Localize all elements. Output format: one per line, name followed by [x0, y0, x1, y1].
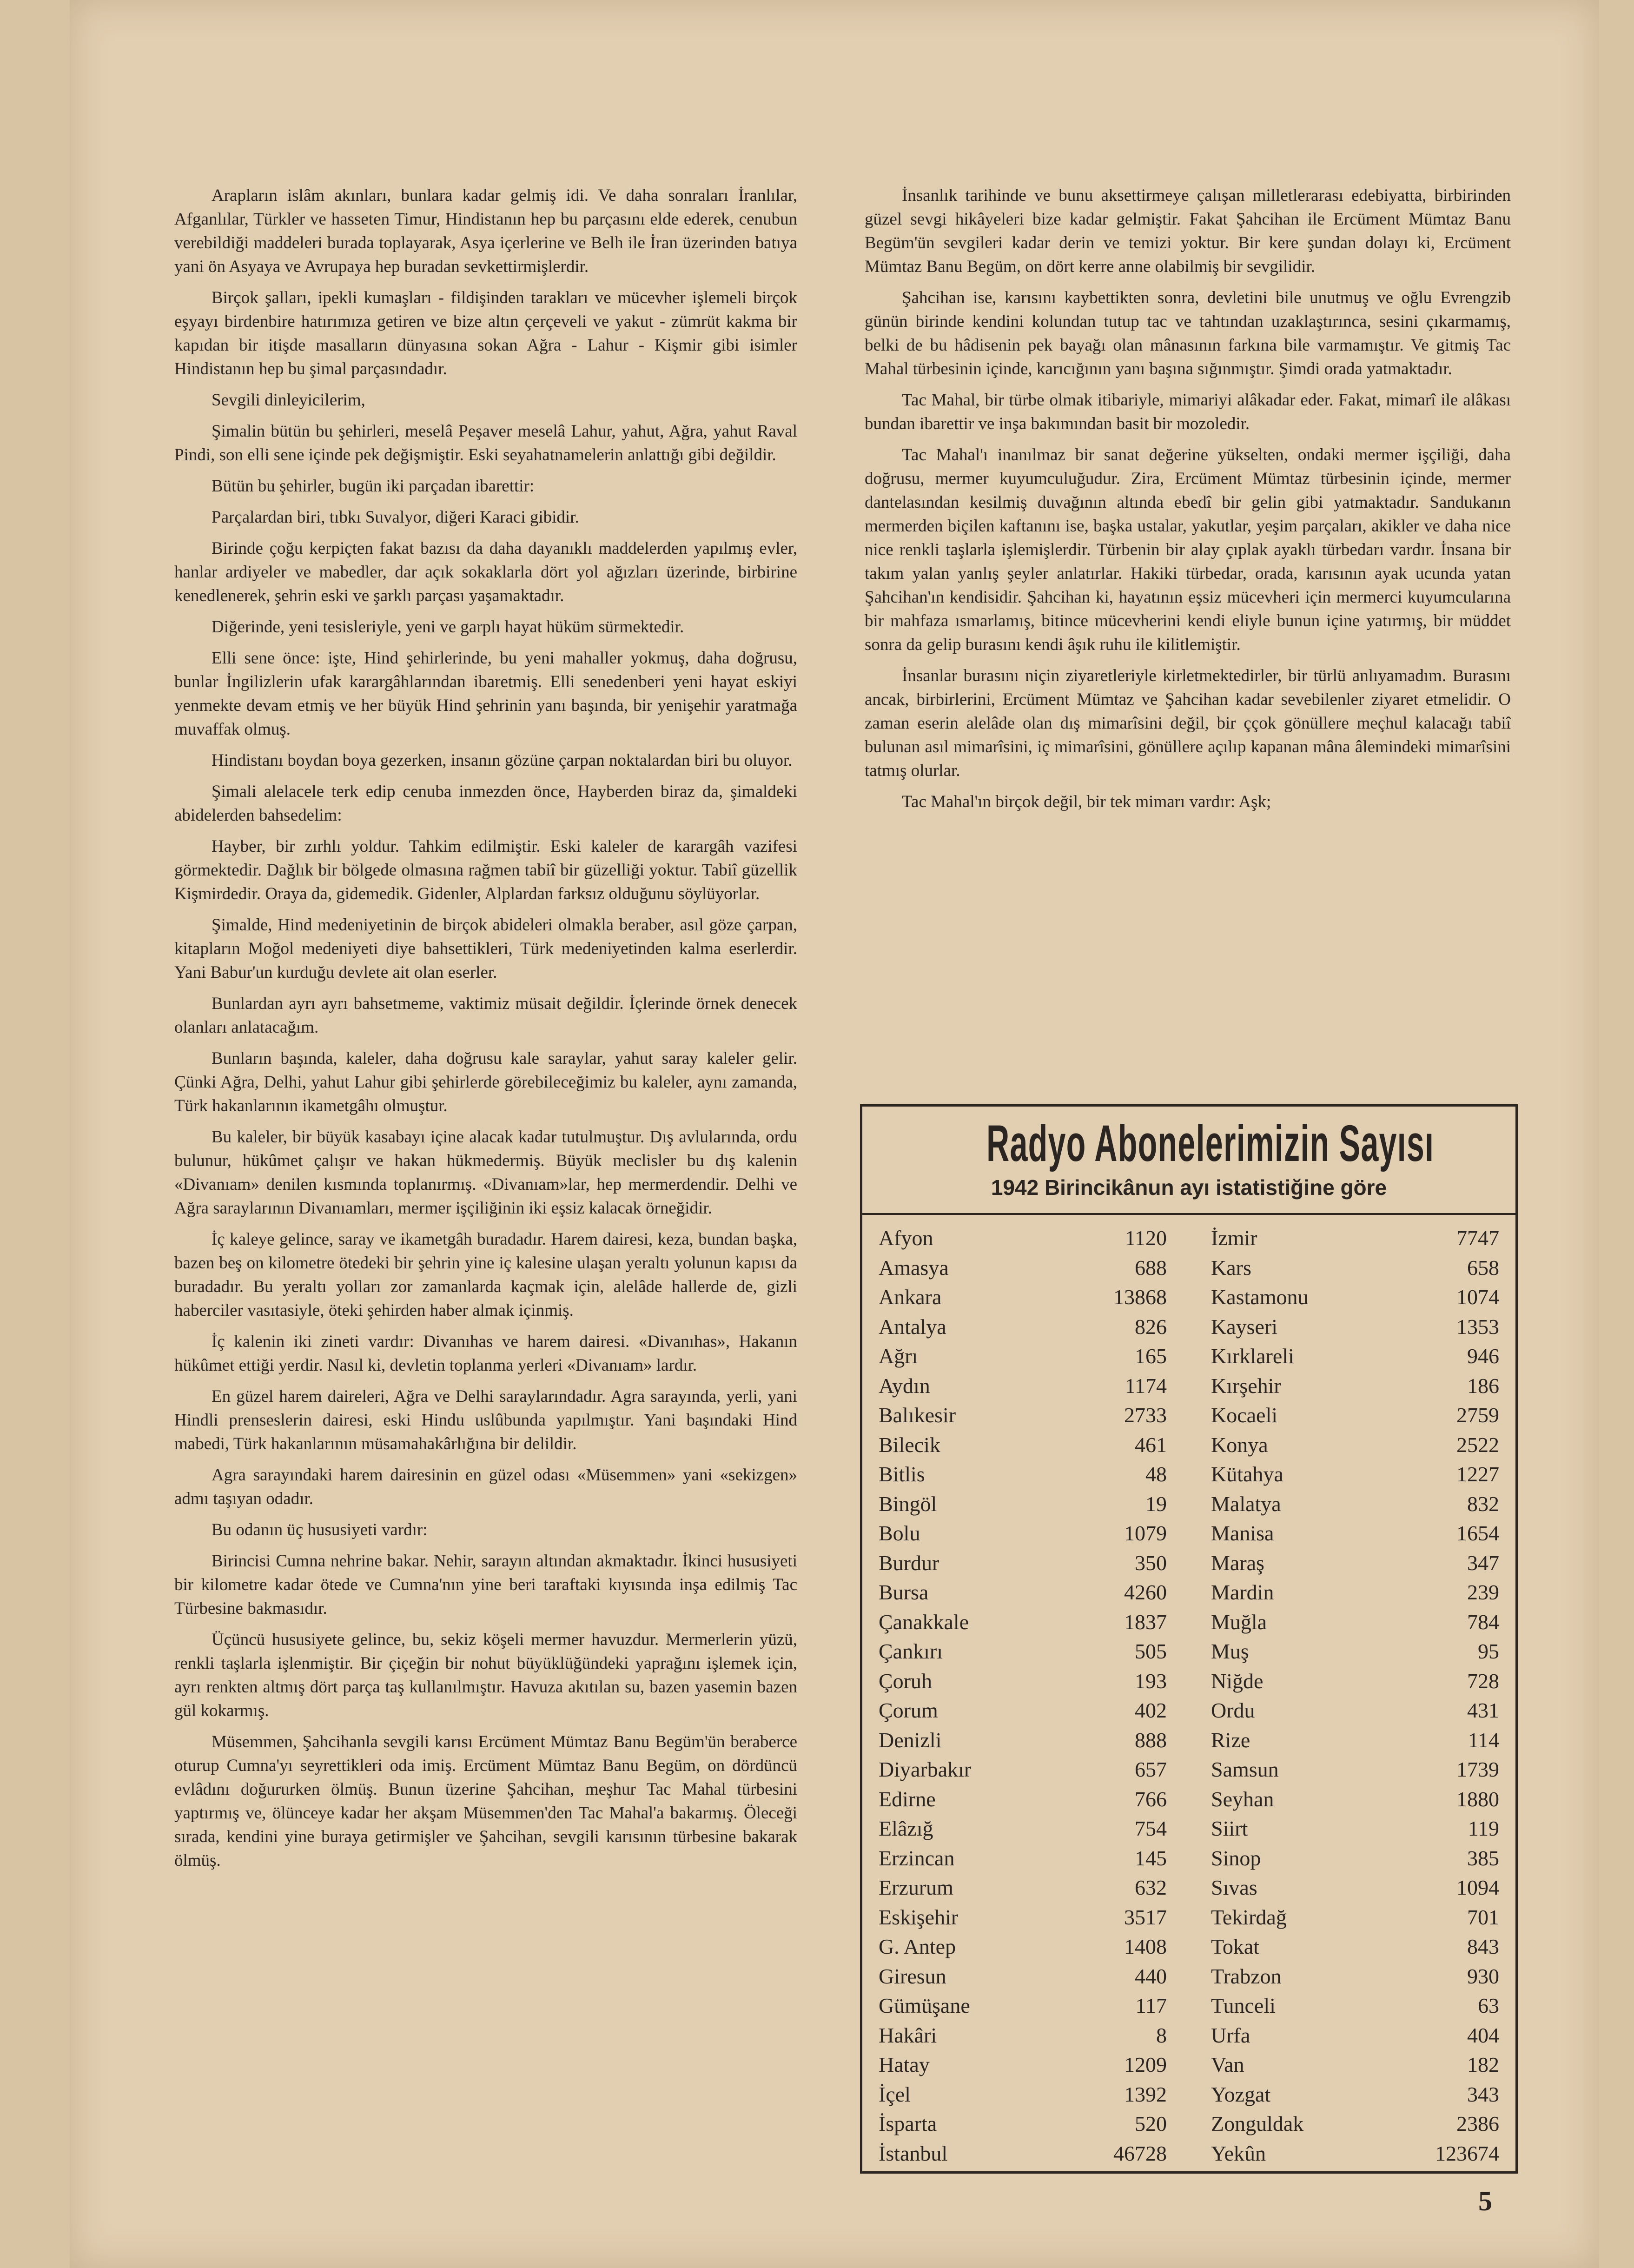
- paragraph: Birincisi Cumna nehrine bakar. Nehir, sarayın altından akmaktadır. İkinci hususiyeti bir kilometre kadar ötede ve Cumna'nın yine beri taraftaki kıyısında inşa edilmiş Tac Türbesine bakmasıdır.: [174, 1552, 797, 1618]
- subscriber-count: 1837: [1124, 1610, 1167, 1634]
- city-name: İstanbul: [879, 2141, 948, 2165]
- stats-row: [1211, 1607, 1499, 1637]
- stats-row: [879, 1519, 1167, 1548]
- stats-row: [1211, 2021, 1499, 2050]
- city-name: Zonguldak: [1211, 2112, 1304, 2135]
- subscriber-count: 1079: [1124, 1521, 1167, 1545]
- stats-row: [879, 2139, 1167, 2169]
- subscriber-count: 350: [1135, 1551, 1167, 1575]
- paragraph: Şimalin bütün bu şehirleri, meselâ Peşaver meselâ Lahur, yahut, Ağra, yahut Raval Pindi, son elli sene içinde pek değişmiştir. Eski seyahatnamelerin anlattığı gibi değildir.: [174, 422, 797, 464]
- subscriber-count: 1739: [1456, 1757, 1499, 1781]
- city-name: Ordu: [1211, 1698, 1255, 1722]
- stats-row: [879, 1755, 1167, 1784]
- city-name: Rize: [1211, 1728, 1250, 1752]
- stats-row: [1211, 1844, 1499, 1873]
- stats-row: [879, 2080, 1167, 2109]
- city-name: Kastamonu: [1211, 1285, 1309, 1309]
- stats-row: [879, 1430, 1167, 1460]
- stats-row: [879, 1962, 1167, 1991]
- stats-row: [879, 2050, 1167, 2080]
- subscriber-count: 182: [1467, 2053, 1499, 2076]
- city-name: Kocaeli: [1211, 1403, 1278, 1427]
- city-name: Kayseri: [1211, 1314, 1278, 1339]
- subscriber-count: 657: [1135, 1757, 1167, 1781]
- paragraph: Bunların başında, kaleler, daha doğrusu kale saraylar, yahut saray kaleler gelir. Çünki Ağra, Delhi, yahut Lahur gibi şehirlerde görebileceğimiz bu kaleler, aynı zamanda, Türk hakanlarının ikametgâhı olmuştur.: [174, 1049, 797, 1115]
- stats-row: [879, 1873, 1167, 1903]
- city-name: Çanakkale: [879, 1610, 969, 1634]
- city-name: G. Antep: [879, 1935, 956, 1958]
- subscriber-count: 832: [1467, 1492, 1499, 1516]
- stats-row: [1211, 1312, 1499, 1342]
- city-name: Muş: [1211, 1639, 1249, 1663]
- city-name: Aydın: [879, 1373, 930, 1398]
- paragraph: Tac Mahal'ın birçok değil, bir tek mimarı vardır: Aşk;: [902, 792, 1271, 811]
- subscriber-count: 385: [1467, 1846, 1499, 1870]
- paragraph: Müsemmen, Şahcihanla sevgili karısı Ercüment Mümtaz Banu Begüm'ün beraberce oturup Cumna'yı seyrettikleri oda imiş. Ercüment Mümtaz Banu Begüm, on dördüncü evlâdını doğururken ölmüş. Bunun üzerine Şahcihan, meşhur Tac Mahal türbesini yaptırmış ve, ölünceye kadar her akşam Müsemmen'den Tac Mahal'a bakarmış. Öleceği sırada, kendini yine buraya getirmişler ve Şahcihan, sevgili karısının türbesine bakarak ölmüş.: [174, 1732, 797, 1870]
- subscriber-count: 1880: [1456, 1787, 1499, 1811]
- stats-row: [879, 1844, 1167, 1873]
- stats-row: [879, 1341, 1167, 1371]
- stats-row: [1211, 1489, 1499, 1519]
- stats-row: [1211, 1814, 1499, 1844]
- paragraph: Şahcihan ise, karısını kaybettikten sonra, devletini bile unutmuş ve oğlu Evrengzib günün birinde kendini kolundan tutup tac ve tahtından uzaklaştırınca, sesini çıkarmamış, belki de bu hâdisenin pek bayağı olan mânasının farkına bile varmamıştır. Ve gitmiş Tac Mahal türbesinin içinde, karıcığının yanı başına sığınmıştır. Şimdi orada yatmaktadır.: [865, 288, 1511, 378]
- stats-row: [1211, 1548, 1499, 1578]
- stats-row: [1211, 1637, 1499, 1666]
- stats-row: [879, 1814, 1167, 1844]
- stats-row: [879, 1253, 1167, 1283]
- stats-row: [1211, 1903, 1499, 1932]
- paragraph: Birçok şalları, ipekli kumaşları - fildişinden tarakları ve mücevher işlemeli birçok eşyayı birdenbire hatırımıza getiren ve bize altın çerçeveli ve yakut - zümrüt kakma bir kapıdan bir itişde masalların dünyasına sokan Ağra - Lahur - Kişmir gibi isimler Hindistanın hep bu şimal parçasındadır.: [174, 288, 797, 378]
- stats-row: [879, 1371, 1167, 1401]
- page-number: 5: [1478, 2186, 1492, 2216]
- subscriber-count: 95: [1478, 1639, 1499, 1663]
- stats-row: [879, 1903, 1167, 1932]
- paragraph: Sevgili dinleyicilerim,: [212, 391, 365, 410]
- subscriber-count: 1227: [1456, 1462, 1499, 1486]
- subscriber-count: 440: [1135, 1964, 1167, 1988]
- subscriber-count: 461: [1135, 1432, 1167, 1457]
- stats-row: [879, 1489, 1167, 1519]
- paragraph: Tac Mahal, bir türbe olmak itibariyle, mimariyi alâkadar eder. Fakat, mimarî ile alâkası bundan ibarettir ve inşa bakımından basit bir mozoledir.: [865, 391, 1511, 433]
- left-text-column: [174, 184, 797, 1880]
- subscriber-count: 2759: [1456, 1403, 1499, 1427]
- subscriber-count: 119: [1468, 1817, 1499, 1840]
- city-name: Hatay: [879, 2053, 930, 2076]
- city-name: Kars: [1211, 1255, 1251, 1280]
- paragraph: Bütün bu şehirler, bugün iki parçadan ibarettir:: [212, 477, 535, 496]
- city-name: Yekûn: [1211, 2141, 1266, 2165]
- paragraph: İç kalenin iki zineti vardır: Divanıhas ve harem dairesi. «Divanıhas», Hakanın hükûmet ettiği yerdir. Nasıl ki, devletin toplanma yerleri «Divanıam» lardır.: [174, 1332, 797, 1375]
- stats-row: [1211, 2109, 1499, 2139]
- stats-row: [1211, 1932, 1499, 1962]
- subscriber-count: 1654: [1456, 1521, 1499, 1545]
- subscriber-count: 19: [1145, 1492, 1167, 1516]
- subscriber-count: 3517: [1124, 1905, 1167, 1929]
- stats-row: [1211, 1873, 1499, 1903]
- subscriber-count: 46728: [1113, 2141, 1167, 2165]
- stats-left-column: [879, 1223, 1167, 2168]
- subscriber-count: 658: [1467, 1255, 1499, 1280]
- right-text-column: [865, 184, 1511, 821]
- stats-row: [879, 1312, 1167, 1342]
- subscriber-count: 239: [1467, 1580, 1499, 1604]
- city-name: Erzincan: [879, 1846, 955, 1870]
- subscriber-count: 347: [1467, 1551, 1499, 1575]
- subscriber-count: 13868: [1113, 1285, 1167, 1309]
- stats-row: [1211, 1519, 1499, 1548]
- stats-columns: [862, 1215, 1515, 2168]
- city-name: Bolu: [879, 1521, 920, 1545]
- city-name: Ağrı: [879, 1344, 918, 1368]
- subscriber-count: 701: [1467, 1905, 1499, 1929]
- city-name: Antalya: [879, 1314, 946, 1339]
- subscriber-count: 728: [1467, 1669, 1499, 1693]
- city-name: Mardin: [1211, 1580, 1274, 1604]
- magazine-page: [70, 0, 1599, 2268]
- subscriber-count: 826: [1135, 1314, 1167, 1339]
- stats-row: [1211, 1282, 1499, 1312]
- stats-row: [879, 1459, 1167, 1489]
- city-name: Bitlis: [879, 1462, 925, 1486]
- subscriber-count: 843: [1467, 1935, 1499, 1958]
- subscriber-count: 431: [1467, 1698, 1499, 1722]
- subscriber-count: 7747: [1456, 1226, 1499, 1250]
- subscriber-count: 123674: [1435, 2141, 1499, 2165]
- city-name: Trabzon: [1211, 1964, 1282, 1988]
- stats-row: [879, 1696, 1167, 1725]
- paragraph: İç kaleye gelince, saray ve ikametgâh buradadır. Harem dairesi, keza, bundan başka, bazen beş on kilometre ötedeki bir şehrin yine iç kalesine ulaşan yeraltı yolunun kapısı da buradadır. Bu yeraltı yolları zor zamanlarda kaçmak için, alelâde hallerde de, gizli haberciler vasıtasiyle, öteki şehirden haber almak içinmiş.: [174, 1230, 797, 1320]
- city-name: Kırklareli: [1211, 1344, 1294, 1368]
- subscriber-count: 1353: [1456, 1314, 1499, 1339]
- subscriber-count: 1174: [1125, 1373, 1167, 1398]
- stats-row: [879, 1666, 1167, 1696]
- city-name: Tekirdağ: [1211, 1905, 1287, 1929]
- paragraph: Tac Mahal'ı inanılmaz bir sanat değerine yükselten, ondaki mermer işçiliği, daha doğrusu, mermer kuyumculuğudur. Zira, Ercüment Mümtaz türbesinin içinde, mermer dantelasından kesilmiş duvağının altında ebedî bir gelin gibi yatmaktadır. Sandukanın mermerden biçilen kaftanını ise, başka ustalar, yakutlar, yeşim parçaları, akikler ve daha nice nice renkli taşlarla işlemişlerdir. Türbenin bir alay çıplak ayaklı türbedarı vardır. İnsana bir takım yalan yanlış şeyler anlatırlar. Hakiki türbedar, orada, karısının ayak ucunda yatan Şahcihan'ın kendisidir. Şahcihan ki, hayatının eşsiz mücevheri için mermerci kuyumcularına bir mahfaza ısmarlamış, bitince mücevherini kendi eliyle bunun içine yatırmış, bir müddet sonra da gelip burasını kendi âşık ruhu ile kilitlemiştir.: [865, 445, 1511, 654]
- city-name: Tokat: [1211, 1935, 1260, 1958]
- city-name: Giresun: [879, 1964, 946, 1988]
- city-name: Tunceli: [1211, 1994, 1276, 2017]
- subscriber-count: 754: [1135, 1817, 1167, 1840]
- subscriber-count: 165: [1135, 1344, 1167, 1368]
- city-name: Bursa: [879, 1580, 929, 1604]
- stats-row: [879, 2021, 1167, 2050]
- subscriber-count: 520: [1135, 2112, 1167, 2135]
- paragraph: Birinde çoğu kerpiçten fakat bazısı da daha dayanıklı maddelerden yapılmış evler, hanlar ardiyeler ve mabedler, dar açık sokaklarla dört yol ağızları üzerinde, birbirine kenedlenerek, şehrin eski ve şarklı parçası yaşamaktadır.: [174, 539, 797, 605]
- city-name: Sinop: [1211, 1846, 1261, 1870]
- city-name: Muğla: [1211, 1610, 1267, 1634]
- subscriber-count: 632: [1135, 1876, 1167, 1899]
- city-name: Denizli: [879, 1728, 942, 1752]
- subscriber-count: 1209: [1124, 2053, 1167, 2076]
- city-name: Bilecik: [879, 1432, 940, 1457]
- subscriber-count: 8: [1156, 2023, 1167, 2047]
- city-name: Çoruh: [879, 1669, 932, 1693]
- paragraph: Hindistanı boydan boya gezerken, insanın gözüne çarpan noktalardan biri bu oluyor.: [212, 751, 793, 770]
- stats-row: [1211, 1341, 1499, 1371]
- city-name: Amasya: [879, 1255, 949, 1280]
- stats-row: [879, 1400, 1167, 1430]
- subscriber-count: 1392: [1124, 2082, 1167, 2106]
- stats-row: [879, 1223, 1167, 1253]
- subscriber-stats-box: [860, 1104, 1518, 2174]
- city-name: Niğde: [1211, 1669, 1264, 1693]
- paragraph: Üçüncü hususiyete gelince, bu, sekiz köşeli mermer havuzdur. Mermerlerin yüzü, renkli taşlarla işlenmiştir. Bir çiçeğin bir nohut büyüklüğündeki yaprağını işlemek için, ayrı renkten altmış dört parça taş kullanılmıştır. Havuza akıtılan su, bazen yasemin bazen gül kokarmış.: [174, 1630, 797, 1720]
- city-name: Van: [1211, 2053, 1244, 2076]
- subscriber-count: 2386: [1456, 2112, 1499, 2135]
- subscriber-count: 1074: [1456, 1285, 1499, 1309]
- paragraph: Bu kaleler, bir büyük kasabayı içine alacak kadar tutulmuştur. Dış avlularında, ordu bulunur, hükûmet çalışır ve hakan hükmedermiş. Büyük meclisler bu dış kalenin «Divanıam» denilen kısmında toplanırmış. «Divanıam»lar, hep mermerdendir. Delhi ve Ağra saraylarının Divanıamları, mermer işçiliğinin iki eşsiz kalacak örneğidir.: [174, 1127, 797, 1218]
- subscriber-count: 1120: [1125, 1226, 1167, 1250]
- stats-row: [1211, 1755, 1499, 1784]
- stats-row: [879, 1991, 1167, 2021]
- city-name: Sıvas: [1211, 1876, 1257, 1899]
- stats-row: [1211, 2050, 1499, 2080]
- subscriber-count: 784: [1467, 1610, 1499, 1634]
- city-name: Burdur: [879, 1551, 939, 1575]
- paragraph: Arapların islâm akınları, bunlara kadar gelmiş idi. Ve daha sonraları İranlılar, Afganlılar, Türkler ve hasseten Timur, Hindistanın hep bu parçasını elde ederek, cenubun verebildiği maddeleri burada toplayarak, Asya içerlerine ve Belh ile İran üzerinden batıya yani ön Asyaya ve Avrupaya hep buradan sevkettirmişlerdir.: [174, 186, 797, 276]
- paragraph: Agra sarayındaki harem dairesinin en güzel odası «Müsemmen» yani «sekizgen» admı taşıyan odadır.: [174, 1466, 797, 1508]
- city-name: Yozgat: [1211, 2082, 1271, 2106]
- subscriber-count: 114: [1468, 1728, 1499, 1752]
- city-name: Maraş: [1211, 1551, 1264, 1575]
- paragraph: En güzel harem daireleri, Ağra ve Delhi saraylarındadır. Agra sarayında, yerli, yani Hindli prenseslerin dairesi, eski Hindu uslûbunda yapılmıştır. Yani başındaki Hind mabedi, Türk hakanlarının müsamahakârlığına bir delildir.: [174, 1387, 797, 1453]
- paragraph: Bu odanın üç hususiyeti vardır:: [212, 1520, 428, 1539]
- stats-row: [1211, 1371, 1499, 1401]
- city-name: Bingöl: [879, 1492, 937, 1516]
- paragraph: Elli sene önce: işte, Hind şehirlerinde, bu yeni mahaller yokmuş, daha doğrusu, bunlar İngilizlerin ufak karargâhlarından ibaretmiş. Elli senedenberi yeni hayat eskiyi yenmekte devam etmiş ve her büyük Hind şehrinin yanı başında, bir yenişehir yaratmağa muvaffak olmuş.: [174, 649, 797, 739]
- stats-row: [1211, 1430, 1499, 1460]
- subscriber-count: 63: [1478, 1994, 1499, 2017]
- stats-row: [1211, 1725, 1499, 1755]
- city-name: Samsun: [1211, 1757, 1279, 1781]
- paragraph: İnsanlık tarihinde ve bunu aksettirmeye çalışan milletlerarası edebiyatta, birbirinden güzel sevgi hikâyeleri bize kadar gelmiştir. Fakat Şahcihan ile Ercüment Mümtaz Banu Begüm'ün sevgileri kadar derin ve temizi yoktur. Bir kere şundan dolayı ki, Ercüment Mümtaz Banu Begüm, on dört kerre anne olabilmiş bir sevgilidir.: [865, 186, 1511, 276]
- stats-row: [1211, 2080, 1499, 2109]
- stats-row: [879, 1637, 1167, 1666]
- city-name: Hakâri: [879, 2023, 937, 2047]
- city-name: İzmir: [1211, 1226, 1257, 1250]
- subscriber-count: 1094: [1456, 1876, 1499, 1899]
- subscriber-count: 2522: [1456, 1432, 1499, 1457]
- stats-row: [1211, 1459, 1499, 1489]
- subscriber-count: 4260: [1124, 1580, 1167, 1604]
- city-name: İçel: [879, 2082, 911, 2106]
- subscriber-count: 145: [1135, 1846, 1167, 1870]
- subscriber-count: 117: [1135, 1994, 1167, 2017]
- subscriber-count: 343: [1467, 2082, 1499, 2106]
- subscriber-count: 186: [1467, 1373, 1499, 1398]
- stats-row: [1211, 1578, 1499, 1607]
- subscriber-count: 193: [1135, 1669, 1167, 1693]
- stats-row: [879, 2109, 1167, 2139]
- stats-row: [879, 1725, 1167, 1755]
- subscriber-count: 766: [1135, 1787, 1167, 1811]
- stats-right-column: [1211, 1223, 1499, 2168]
- stats-row: [1211, 1400, 1499, 1430]
- stats-row: [1211, 1253, 1499, 1283]
- paragraph: İnsanlar burasını niçin ziyaretleriyle kirletmektedirler, bir türlü anlıyamadım. Burasını ancak, birbirlerini, Ercüment Mümtaz ve Şahcihan kadar sevebilenler ziyaret etmelidir. O zaman eserin alelâde olan dış mimarîsini değil, bir ççok gönüllere meçhul kalacağı tabiî bulunan asıl mimarîsini, iç mimarîsini, gönüllere açılıp kapanan mâna âlemindeki mimarîsini tatmış olurlar.: [865, 666, 1511, 780]
- stats-row: [879, 1607, 1167, 1637]
- subscriber-count: 402: [1135, 1698, 1167, 1722]
- city-name: Çankırı: [879, 1639, 943, 1663]
- stats-row: [1211, 1223, 1499, 1253]
- city-name: Balıkesir: [879, 1403, 956, 1427]
- stats-row: [1211, 2139, 1499, 2169]
- stats-title: Radyo Abonelerimizin Sayısı: [986, 1115, 1435, 1172]
- city-name: Malatya: [1211, 1492, 1281, 1516]
- city-name: Erzurum: [879, 1876, 953, 1899]
- city-name: Gümüşane: [879, 1994, 970, 2017]
- subscriber-count: 888: [1135, 1728, 1167, 1752]
- subscriber-count: 946: [1467, 1344, 1499, 1368]
- city-name: Ankara: [879, 1285, 942, 1309]
- city-name: Çorum: [879, 1698, 938, 1722]
- paragraph: Şimalde, Hind medeniyetinin de birçok abideleri olmakla beraber, asıl göze çarpan, kitapların Moğol medeniyeti diye bahsettikleri, Türk medeniyetinden kalma eserlerdir. Yani Babur'un kurduğu devlete ait olan eserler.: [174, 915, 797, 982]
- subscriber-count: 505: [1135, 1639, 1167, 1663]
- city-name: Elâzığ: [879, 1817, 933, 1840]
- stats-row: [1211, 1991, 1499, 2021]
- subscriber-count: 404: [1467, 2023, 1499, 2047]
- subscriber-count: 48: [1145, 1462, 1167, 1486]
- city-name: Eskişehir: [879, 1905, 959, 1929]
- city-name: Urfa: [1211, 2023, 1250, 2047]
- city-name: Siirt: [1211, 1817, 1248, 1840]
- paragraph: Şimali alelacele terk edip cenuba inmezden önce, Hayberden biraz da, şimaldeki abidelerden bahsedelim:: [174, 782, 797, 825]
- stats-row: [1211, 1962, 1499, 1991]
- stats-row: [879, 1784, 1167, 1814]
- paragraph: Bunlardan ayrı ayrı bahsetmeme, vaktimiz müsait değildir. İçlerinde örnek denecek olanları anlatacağım.: [174, 994, 797, 1037]
- city-name: Afyon: [879, 1226, 933, 1250]
- stats-row: [1211, 1666, 1499, 1696]
- subscriber-count: 2733: [1124, 1403, 1167, 1427]
- city-name: Kütahya: [1211, 1462, 1283, 1486]
- city-name: Kırşehir: [1211, 1373, 1281, 1398]
- stats-subtitle: 1942 Birincikânun ayı istatistiğine göre: [991, 1175, 1387, 1200]
- subscriber-count: 688: [1135, 1255, 1167, 1280]
- subscriber-count: 930: [1467, 1964, 1499, 1988]
- subscriber-count: 1408: [1124, 1935, 1167, 1958]
- stats-row: [1211, 1784, 1499, 1814]
- stats-row: [879, 1548, 1167, 1578]
- paragraph: Hayber, bir zırhlı yoldur. Tahkim edilmiştir. Eski kaleler de karargâh vazifesi görmektedir. Dağlık bir bölgede olmasına rağmen tabiî bir güzelliği yoktur. Tabiî güzellik Kişmirdedir. Oraya da, gidemedik. Gidenler, Alplardan farksız olduğunu söylüyorlar.: [174, 837, 797, 903]
- city-name: İsparta: [879, 2112, 937, 2135]
- paragraph: Diğerinde, yeni tesisleriyle, yeni ve garplı hayat hüküm sürmektedir.: [212, 617, 684, 637]
- stats-row: [1211, 1696, 1499, 1725]
- city-name: Manisa: [1211, 1521, 1274, 1545]
- stats-row: [879, 1282, 1167, 1312]
- city-name: Diyarbakır: [879, 1757, 972, 1781]
- stats-row: [879, 1932, 1167, 1962]
- city-name: Konya: [1211, 1432, 1268, 1457]
- city-name: Seyhan: [1211, 1787, 1274, 1811]
- city-name: Edirne: [879, 1787, 936, 1811]
- stats-row: [879, 1578, 1167, 1607]
- paragraph: Parçalardan biri, tıbkı Suvalyor, diğeri Karaci gibidir.: [212, 508, 579, 527]
